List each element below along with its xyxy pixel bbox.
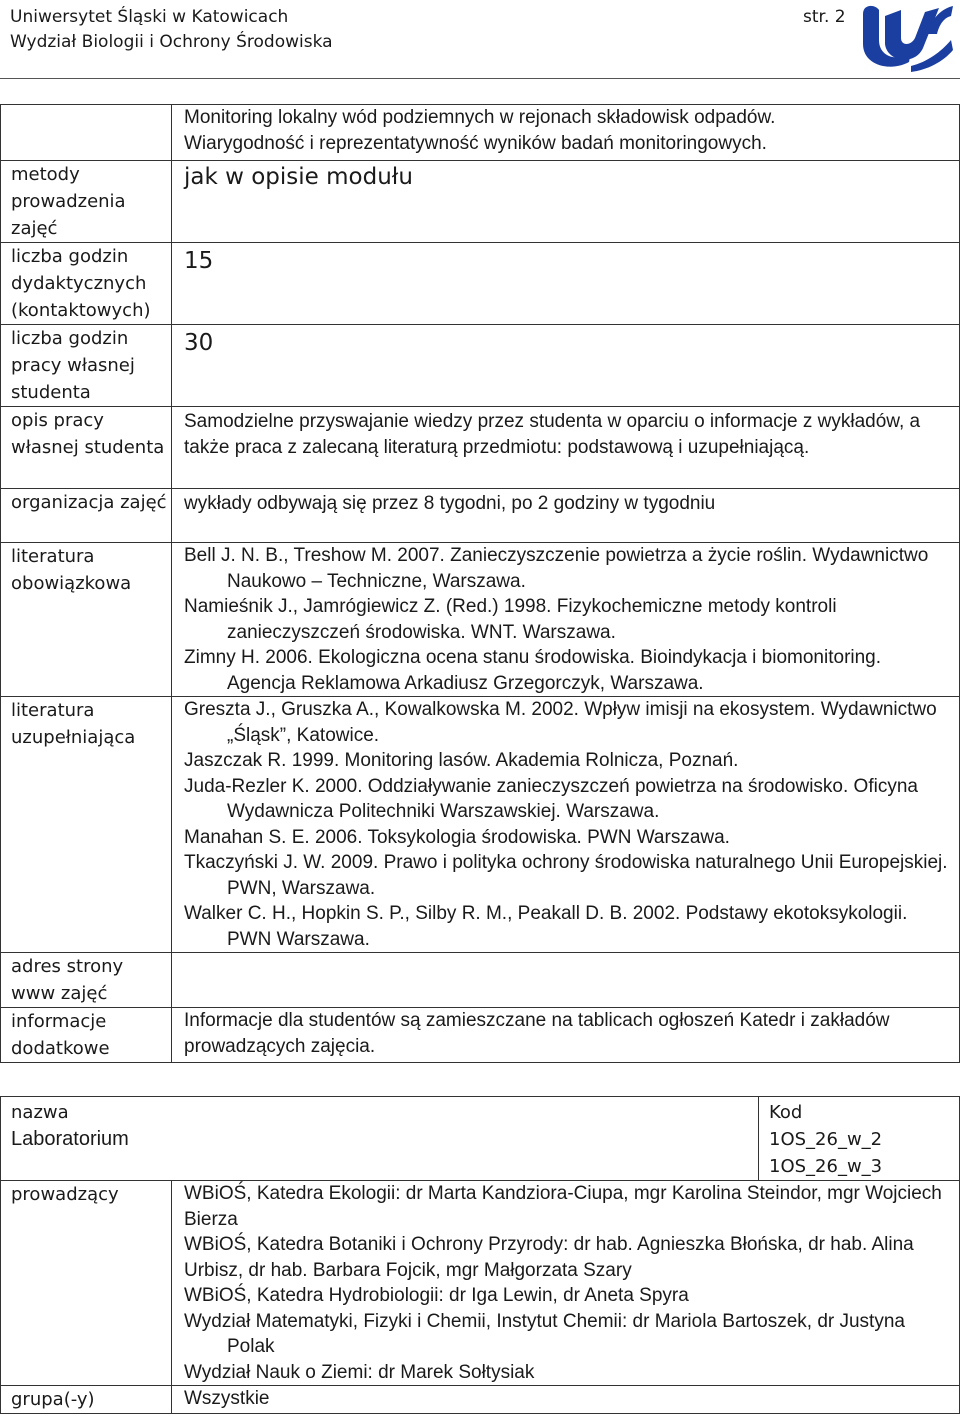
groups-label: grupa(-y) <box>1 1386 172 1414</box>
header-rule <box>0 78 960 79</box>
organization-row <box>1 489 960 543</box>
self-study-hours-value: 30 <box>172 325 960 407</box>
supplementary-row <box>1 697 960 953</box>
methods-label: metody prowadzenia zajęć <box>1 161 172 243</box>
literature-row <box>1 543 960 697</box>
topics-cell <box>172 105 960 161</box>
literature-list <box>172 543 960 697</box>
additional-info-label: informacje dodatkowe <box>1 1008 172 1063</box>
methods-value: jak w opisie modułu <box>172 161 960 243</box>
topic-line-1: Monitoring lokalny wód podziemnych w rejonach składowisk odpadów. <box>184 107 776 128</box>
methods-row <box>1 161 960 243</box>
lab-code-label: Kod <box>769 1102 803 1123</box>
organization-value: wykłady odbywają się przez 8 tygodni, po 2 godziny w tygodniu <box>172 489 960 543</box>
self-study-description-row <box>1 407 960 489</box>
supplementary-item: Manahan S. E. 2006. Toksykologia środowiska. PWN Warszawa. <box>184 826 730 848</box>
page-number: str. 2 <box>803 7 846 27</box>
supplementary-item: Jaszczak R. 1999. Monitoring lasów. Akademia Rolnicza, Poznań. <box>184 750 739 771</box>
faculty-name: Wydział Biologii i Ochrony Środowiska <box>10 32 333 52</box>
supplementary-item: Walker C. H., Hopkin S. P., Silby R. M., Peakall D. B. 2002. Podstawy ekotoksykologii. PWN Warszawa. <box>184 903 908 950</box>
supplementary-list <box>172 697 960 953</box>
instructors-row <box>1 1181 960 1386</box>
instructor-entry: Wydział Matematyki, Fizyki i Chemii, Instytut Chemii: dr Mariola Bartoszek, dr Justyna Polak <box>184 1310 905 1357</box>
supplementary-item: Juda-Rezler K. 2000. Oddziaływanie zanieczyszczeń powietrza na środowisko. Oficyna Wydawnicza Politechniki Warszawskiej. Warszawa. <box>184 775 918 822</box>
module-table <box>0 104 960 1063</box>
header-text <box>10 5 333 55</box>
www-value <box>172 953 960 1008</box>
self-study-hours-row <box>1 325 960 407</box>
literature-item: Bell J. N. B., Treshow M. 2007. Zanieczyszczenie powietrza a życie roślin. Wydawnictwo Naukowo – Techniczne, Warszawa. <box>184 545 929 592</box>
lab-code: 1OS_26_w_2 <box>769 1129 883 1150</box>
topics-row <box>1 105 960 161</box>
instructor-entry: Wydział Nauk o Ziemi: dr Marek Sołtysiak <box>184 1361 535 1383</box>
university-logo <box>855 0 955 72</box>
topic-line-2: Wiarygodność i reprezentatywność wyników badań monitoringowych. <box>184 132 767 154</box>
university-name: Uniwersytet Śląski w Katowicach <box>10 7 289 27</box>
self-study-description-label: opis pracy własnej studenta <box>1 407 172 489</box>
literature-label: literatura obowiązkowa <box>1 543 172 697</box>
contact-hours-row <box>1 243 960 325</box>
page-header <box>0 0 960 80</box>
instructor-entry: WBiOŚ, Katedra Botaniki i Ochrony Przyrody: dr hab. Agnieszka Błońska, dr hab. Alina Urbisz, dr hab. Barbara Fojcik, mgr Małgorzata Szary <box>184 1234 914 1281</box>
lab-code-cell <box>759 1097 960 1181</box>
contact-hours-label: liczba godzin dydaktycznych (kontaktowych) <box>1 243 172 325</box>
groups-row <box>1 1386 960 1414</box>
instructors-list <box>172 1181 960 1386</box>
groups-value: Wszystkie <box>172 1386 960 1414</box>
supplementary-label: literatura uzupełniająca <box>1 697 172 953</box>
instructor-entry: WBiOŚ, Katedra Hydrobiologii: dr Iga Lewin, dr Aneta Spyra <box>184 1285 689 1306</box>
www-row <box>1 953 960 1008</box>
contact-hours-value: 15 <box>172 243 960 325</box>
supplementary-item: Tkaczyński J. W. 2009. Prawo i polityka ochrony środowiska naturalnego Unii Europejskiej. PWN, Warszawa. <box>184 852 948 899</box>
self-study-hours-label: liczba godzin pracy własnej studenta <box>1 325 172 407</box>
lab-name-label: nazwa <box>11 1102 69 1123</box>
supplementary-item: Greszta J., Gruszka A., Kowalkowska M. 2002. Wpływ imisji na ekosystem. Wydawnictwo „Śląsk”, Katowice. <box>184 699 937 746</box>
laboratory-table <box>0 1096 960 1414</box>
instructor-entry: WBiOŚ, Katedra Ekologii: dr Marta Kandziora-Ciupa, mgr Karolina Steindor, mgr Wojciech Bierza <box>184 1183 942 1230</box>
additional-info-row <box>1 1008 960 1063</box>
lab-name-row <box>1 1097 960 1181</box>
instructors-label: prowadzący <box>1 1181 172 1386</box>
topics-label-cell <box>1 105 172 161</box>
lab-code: 1OS_26_w_3 <box>769 1156 883 1177</box>
literature-item: Namieśnik J., Jamrógiewicz Z. (Red.) 1998. Fizykochemiczne metody kontroli zanieczyszczeń środowiska. WNT. Warszawa. <box>184 596 837 643</box>
literature-item: Zimny H. 2006. Ekologiczna ocena stanu środowiska. Bioindykacja i biomonitoring. Agencja Reklamowa Arkadiusz Grzegorczyk, Warszawa. <box>184 647 882 694</box>
organization-label: organizacja zajęć <box>1 489 172 543</box>
lab-name: Laboratorium <box>11 1128 129 1150</box>
self-study-description-value: Samodzielne przyswajanie wiedzy przez studenta w oparciu o informacje z wykładów, a także praca z zalecaną literaturą przedmiotu: podstawową i uzupełniającą. <box>172 407 960 489</box>
www-label: adres strony www zajęć <box>1 953 172 1008</box>
lab-name-cell <box>1 1097 759 1181</box>
additional-info-value: Informacje dla studentów są zamieszczane na tablicach ogłoszeń Katedr i zakładów prowadzących zajęcia. <box>172 1008 960 1063</box>
